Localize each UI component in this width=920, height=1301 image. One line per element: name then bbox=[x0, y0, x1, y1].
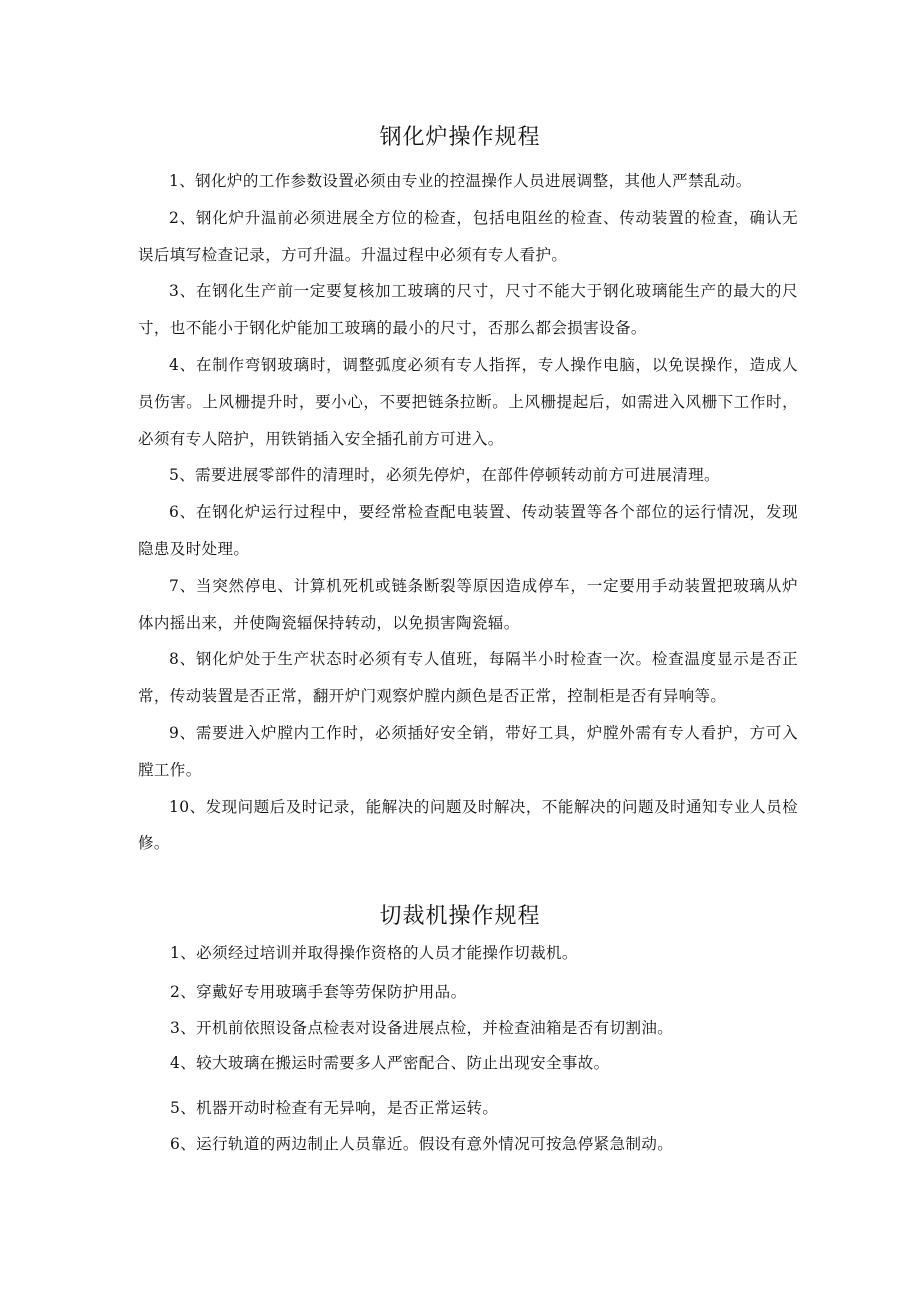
rule-item: 1、必须经过培训并取得操作资格的人员才能操作切裁机。 bbox=[170, 944, 578, 962]
rule-paragraph: 7、当突然停电、计算机死机或链条断裂等原因造成停车，一定要用手动装置把玻璃从炉体内摇出来，并使陶瓷辐保持转动，以免损害陶瓷辐。 bbox=[138, 576, 798, 632]
tempering-furnace-rules bbox=[138, 163, 798, 862]
rule-paragraph: 3、在钢化生产前一定要复核加工玻璃的尺寸，尺寸不能大于钢化玻璃能生产的最大的尺寸，也不能小于钢化炉能加工玻璃的最小的尺寸，否那么都会损害设备。 bbox=[138, 282, 798, 338]
rule-paragraph: 4、在制作弯钢玻璃时，调整弧度必须有专人指挥，专人操作电脑，以免误操作，造成人员伤害。上风栅提升时，要小心，不要把链条拉断。上风栅提起后，如需进入风栅下工作时，必须有专人陪护，用铁销插入安全插孔前方可进入。 bbox=[138, 355, 798, 448]
rule-item: 2、穿戴好专用玻璃手套等劳保防护用品。 bbox=[170, 983, 467, 1001]
rule-item: 5、机器开动时检查有无异响，是否正常运转。 bbox=[170, 1099, 499, 1117]
section-title-cutting-machine: 切裁机操作规程 bbox=[379, 904, 541, 929]
rule-paragraph: 2、钢化炉升温前必须进展全方位的检查，包括电阻丝的检查、传动装置的检查，确认无误后填写检查记录，方可升温。升温过程中必须有专人看护。 bbox=[138, 208, 798, 264]
rule-item: 3、开机前依照设备点检表对设备进展点检，并检查油箱是否有切割油。 bbox=[170, 1019, 674, 1037]
rule-paragraph: 9、需要进入炉膛内工作时，必须插好安全销，带好工具，炉膛外需有专人看护，方可入膛工作。 bbox=[138, 723, 798, 779]
rule-item: 6、运行轨道的两边制止人员靠近。假设有意外情况可按急停紧急制动。 bbox=[170, 1135, 674, 1153]
rule-paragraph: 8、钢化炉处于生产状态时必须有专人值班，每隔半小时检查一次。检查温度显示是否正常，传动装置是否正常，翻开炉门观察炉膛内颜色是否正常，控制柜是否有异响等。 bbox=[138, 650, 798, 706]
rule-paragraph: 6、在钢化炉运行过程中，要经常检查配电装置、传动装置等各个部位的运行情况，发现隐患及时处理。 bbox=[138, 503, 798, 558]
rule-paragraph: 10、发现问题后及时记录，能解决的问题及时解决，不能解决的问题及时通知专业人员检修。 bbox=[138, 797, 798, 853]
rule-item: 4、较大玻璃在搬运时需要多人严密配合、防止出现安全事故。 bbox=[170, 1054, 610, 1072]
rule-paragraph: 1、钢化炉的工作参数设置必须由专业的控温操作人员进展调整，其他人严禁乱动。 bbox=[169, 172, 752, 190]
rule-paragraph: 5、需要进展零部件的清理时，必须先停炉，在部件停顿转动前方可进展清理。 bbox=[169, 466, 720, 485]
section-title-tempering-furnace: 钢化炉操作规程 bbox=[379, 125, 541, 150]
